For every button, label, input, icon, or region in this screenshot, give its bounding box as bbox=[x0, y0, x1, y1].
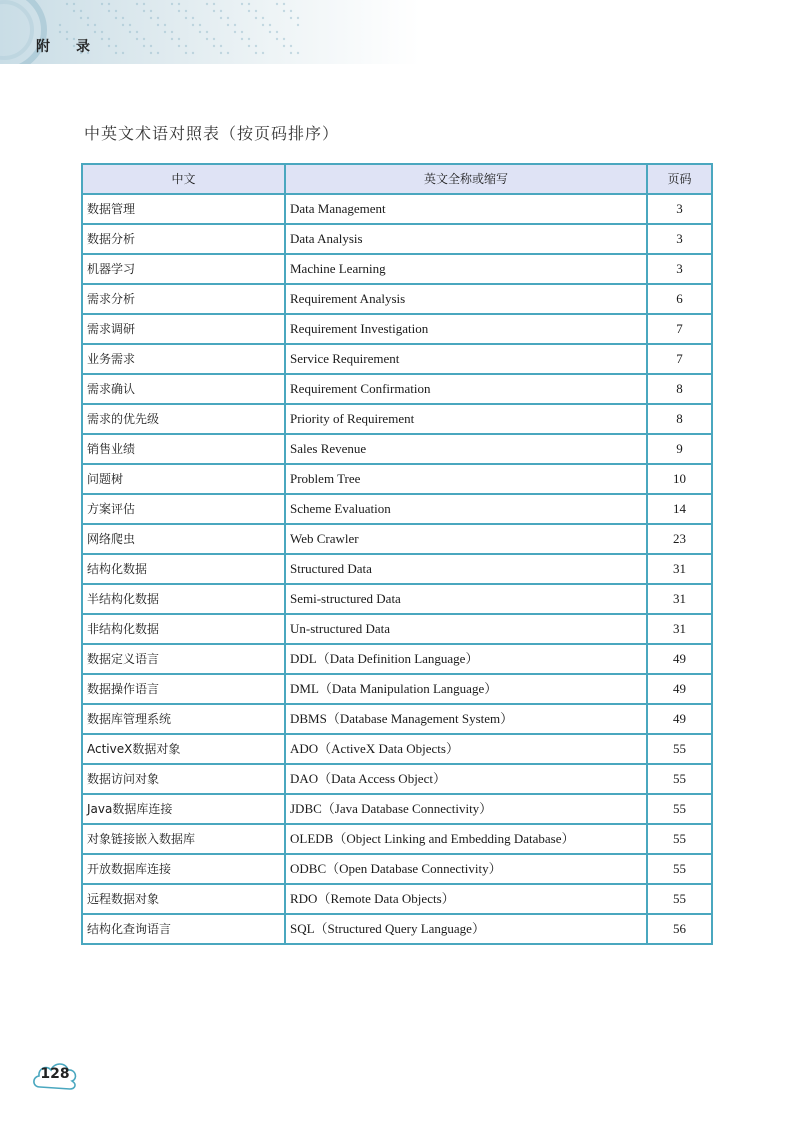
term-english: Service Requirement bbox=[285, 344, 647, 374]
decor-dot bbox=[255, 17, 257, 19]
decor-dot bbox=[185, 17, 187, 19]
decor-dot bbox=[262, 24, 264, 26]
decor-dot bbox=[241, 38, 243, 40]
decor-dot bbox=[192, 24, 194, 26]
table-row bbox=[82, 614, 712, 644]
term-page: 8 bbox=[647, 374, 712, 404]
decor-dot bbox=[283, 45, 285, 47]
decor-dot bbox=[290, 52, 292, 54]
term-page: 3 bbox=[647, 194, 712, 224]
term-chinese: 数据分析 bbox=[82, 224, 285, 254]
decor-dot bbox=[248, 38, 250, 40]
decor-dot bbox=[122, 17, 124, 19]
decor-dot bbox=[255, 10, 257, 12]
term-english: Sales Revenue bbox=[285, 434, 647, 464]
term-chinese: 对象链接嵌入数据库 bbox=[82, 824, 285, 854]
decor-dot bbox=[192, 52, 194, 54]
table-row bbox=[82, 884, 712, 914]
decor-dot bbox=[220, 45, 222, 47]
term-chinese: 结构化查询语言 bbox=[82, 914, 285, 944]
decor-dot bbox=[108, 10, 110, 12]
decor-dot bbox=[199, 31, 201, 33]
decor-dot bbox=[297, 17, 299, 19]
term-chinese: 销售业绩 bbox=[82, 434, 285, 464]
table-row bbox=[82, 404, 712, 434]
decor-dot bbox=[143, 10, 145, 12]
decor-dot bbox=[164, 31, 166, 33]
decor-dot bbox=[213, 3, 215, 5]
table-row bbox=[82, 644, 712, 674]
term-chinese: 网络爬虫 bbox=[82, 524, 285, 554]
table-row bbox=[82, 374, 712, 404]
term-english: OLEDB（Object Linking and Embedding Database） bbox=[285, 824, 647, 854]
term-page: 49 bbox=[647, 644, 712, 674]
term-english: Semi-structured Data bbox=[285, 584, 647, 614]
section-label-char: 附 bbox=[36, 39, 50, 55]
decor-dot bbox=[206, 38, 208, 40]
decor-dot bbox=[150, 52, 152, 54]
decor-dot bbox=[206, 3, 208, 5]
decor-dot bbox=[269, 24, 271, 26]
term-page: 56 bbox=[647, 914, 712, 944]
decor-dot bbox=[143, 3, 145, 5]
decor-dot bbox=[213, 45, 215, 47]
decor-dot bbox=[283, 10, 285, 12]
decor-dot bbox=[178, 10, 180, 12]
decor-dot bbox=[143, 38, 145, 40]
decor-dot bbox=[269, 31, 271, 33]
term-chinese: 结构化数据 bbox=[82, 554, 285, 584]
glossary-table bbox=[81, 163, 713, 945]
term-page: 23 bbox=[647, 524, 712, 554]
decor-dot bbox=[73, 10, 75, 12]
term-chinese: 半结构化数据 bbox=[82, 584, 285, 614]
term-page: 8 bbox=[647, 404, 712, 434]
decor-dot bbox=[59, 31, 61, 33]
term-english: DAO（Data Access Object） bbox=[285, 764, 647, 794]
term-english: JDBC（Java Database Connectivity） bbox=[285, 794, 647, 824]
table-row bbox=[82, 434, 712, 464]
term-page: 55 bbox=[647, 794, 712, 824]
decor-dot bbox=[255, 52, 257, 54]
term-chinese: 数据库管理系统 bbox=[82, 704, 285, 734]
decor-dot bbox=[122, 24, 124, 26]
decor-dot bbox=[283, 38, 285, 40]
decor-dot bbox=[87, 24, 89, 26]
term-english: Requirement Confirmation bbox=[285, 374, 647, 404]
header-english: 英文全称或缩写 bbox=[285, 164, 647, 194]
decor-dot bbox=[136, 38, 138, 40]
decor-dot bbox=[178, 45, 180, 47]
decor-dot bbox=[227, 52, 229, 54]
term-chinese: 非结构化数据 bbox=[82, 614, 285, 644]
table-row bbox=[82, 284, 712, 314]
decor-dot bbox=[297, 24, 299, 26]
decor-dot bbox=[150, 45, 152, 47]
decor-dot bbox=[171, 31, 173, 33]
term-page: 10 bbox=[647, 464, 712, 494]
decor-dot bbox=[220, 10, 222, 12]
decor-dot bbox=[157, 52, 159, 54]
decor-dot bbox=[234, 24, 236, 26]
term-english: Machine Learning bbox=[285, 254, 647, 284]
term-page: 55 bbox=[647, 854, 712, 884]
table-row bbox=[82, 914, 712, 944]
table-row bbox=[82, 524, 712, 554]
term-english: Priority of Requirement bbox=[285, 404, 647, 434]
term-page: 3 bbox=[647, 254, 712, 284]
decor-dot bbox=[262, 52, 264, 54]
decor-dot bbox=[171, 3, 173, 5]
decor-dot bbox=[136, 3, 138, 5]
decor-dot bbox=[108, 3, 110, 5]
decor-dot bbox=[73, 3, 75, 5]
term-chinese: 远程数据对象 bbox=[82, 884, 285, 914]
decor-dot bbox=[87, 17, 89, 19]
decor-dot bbox=[164, 24, 166, 26]
table-row bbox=[82, 344, 712, 374]
term-english: Structured Data bbox=[285, 554, 647, 584]
term-english: Problem Tree bbox=[285, 464, 647, 494]
term-page: 3 bbox=[647, 224, 712, 254]
decor-dot bbox=[122, 52, 124, 54]
table-row bbox=[82, 584, 712, 614]
decor-dot bbox=[248, 10, 250, 12]
term-english: Requirement Analysis bbox=[285, 284, 647, 314]
decor-dot bbox=[171, 38, 173, 40]
decor-dot bbox=[213, 10, 215, 12]
decor-dot bbox=[178, 38, 180, 40]
term-english: ODBC（Open Database Connectivity） bbox=[285, 854, 647, 884]
table-row bbox=[82, 764, 712, 794]
table-header-row bbox=[82, 164, 712, 194]
term-page: 31 bbox=[647, 584, 712, 614]
term-english: DML（Data Manipulation Language） bbox=[285, 674, 647, 704]
term-english: Data Analysis bbox=[285, 224, 647, 254]
decor-dot bbox=[276, 38, 278, 40]
decor-dot bbox=[227, 24, 229, 26]
decor-dot bbox=[129, 31, 131, 33]
decor-dot bbox=[185, 45, 187, 47]
decor-dot bbox=[241, 31, 243, 33]
decor-dot bbox=[101, 3, 103, 5]
term-page: 31 bbox=[647, 554, 712, 584]
term-chinese: 需求分析 bbox=[82, 284, 285, 314]
decor-dot bbox=[150, 17, 152, 19]
decor-dot bbox=[101, 31, 103, 33]
decor-dot bbox=[94, 24, 96, 26]
term-page: 55 bbox=[647, 884, 712, 914]
table-row bbox=[82, 554, 712, 584]
decor-dot bbox=[157, 17, 159, 19]
table-row bbox=[82, 674, 712, 704]
term-english: DDL（Data Definition Language） bbox=[285, 644, 647, 674]
decor-dot bbox=[136, 31, 138, 33]
decor-dot bbox=[297, 52, 299, 54]
term-chinese: 数据管理 bbox=[82, 194, 285, 224]
table-row bbox=[82, 464, 712, 494]
term-english: Web Crawler bbox=[285, 524, 647, 554]
term-page: 31 bbox=[647, 614, 712, 644]
decor-dot bbox=[80, 10, 82, 12]
table-row bbox=[82, 824, 712, 854]
decor-dot bbox=[248, 3, 250, 5]
term-english: ADO（ActiveX Data Objects） bbox=[285, 734, 647, 764]
term-page: 9 bbox=[647, 434, 712, 464]
decor-dot bbox=[227, 17, 229, 19]
decor-dot bbox=[129, 24, 131, 26]
decor-dot bbox=[199, 24, 201, 26]
term-page: 55 bbox=[647, 824, 712, 854]
decor-dot bbox=[115, 17, 117, 19]
decor-dot bbox=[290, 10, 292, 12]
decor-dot bbox=[143, 45, 145, 47]
term-chinese: Java数据库连接 bbox=[82, 794, 285, 824]
term-chinese: 开放数据库连接 bbox=[82, 854, 285, 884]
table-row bbox=[82, 734, 712, 764]
decor-dot bbox=[262, 17, 264, 19]
decor-dot bbox=[248, 45, 250, 47]
decor-dot bbox=[185, 10, 187, 12]
decor-dot bbox=[94, 31, 96, 33]
term-chinese: ActiveX数据对象 bbox=[82, 734, 285, 764]
term-english: Un-structured Data bbox=[285, 614, 647, 644]
term-page: 55 bbox=[647, 734, 712, 764]
term-english: SQL（Structured Query Language） bbox=[285, 914, 647, 944]
decor-dot bbox=[66, 3, 68, 5]
header-band bbox=[0, 0, 420, 64]
decor-dot bbox=[150, 10, 152, 12]
decor-dot bbox=[185, 52, 187, 54]
decor-dot bbox=[157, 24, 159, 26]
table-row bbox=[82, 254, 712, 284]
term-chinese: 数据访问对象 bbox=[82, 764, 285, 794]
term-chinese: 需求确认 bbox=[82, 374, 285, 404]
term-chinese: 需求调研 bbox=[82, 314, 285, 344]
term-page: 7 bbox=[647, 314, 712, 344]
decor-dot bbox=[234, 31, 236, 33]
decor-dot bbox=[59, 24, 61, 26]
table-row bbox=[82, 794, 712, 824]
decor-dot bbox=[276, 3, 278, 5]
term-english: DBMS（Database Management System） bbox=[285, 704, 647, 734]
table-row bbox=[82, 494, 712, 524]
term-page: 49 bbox=[647, 704, 712, 734]
decor-dot bbox=[283, 3, 285, 5]
page-number: 128 bbox=[40, 1066, 70, 1082]
term-english: Data Management bbox=[285, 194, 647, 224]
term-chinese: 数据定义语言 bbox=[82, 644, 285, 674]
decor-dot bbox=[213, 38, 215, 40]
term-chinese: 数据操作语言 bbox=[82, 674, 285, 704]
table-row bbox=[82, 704, 712, 734]
table-body bbox=[82, 194, 712, 944]
decor-dot bbox=[80, 17, 82, 19]
term-chinese: 需求的优先级 bbox=[82, 404, 285, 434]
term-page: 14 bbox=[647, 494, 712, 524]
term-page: 49 bbox=[647, 674, 712, 704]
decor-dot bbox=[255, 45, 257, 47]
page-title: 中英文术语对照表（按页码排序） bbox=[84, 124, 340, 143]
table-row bbox=[82, 314, 712, 344]
decor-dot bbox=[192, 17, 194, 19]
table-row bbox=[82, 194, 712, 224]
decor-dot bbox=[241, 3, 243, 5]
table-row bbox=[82, 224, 712, 254]
term-page: 7 bbox=[647, 344, 712, 374]
term-chinese: 方案评估 bbox=[82, 494, 285, 524]
header-page: 页码 bbox=[647, 164, 712, 194]
page-number-badge bbox=[30, 1057, 80, 1093]
term-page: 55 bbox=[647, 764, 712, 794]
term-chinese: 机器学习 bbox=[82, 254, 285, 284]
decor-dot bbox=[276, 31, 278, 33]
decor-dot bbox=[66, 31, 68, 33]
term-english: Scheme Evaluation bbox=[285, 494, 647, 524]
section-label bbox=[36, 36, 116, 56]
decor-dot bbox=[220, 52, 222, 54]
header-chinese: 中文 bbox=[82, 164, 285, 194]
section-label-char: 录 bbox=[76, 39, 90, 55]
decor-dot bbox=[206, 31, 208, 33]
term-page: 6 bbox=[647, 284, 712, 314]
decor-dot bbox=[220, 17, 222, 19]
term-english: RDO（Remote Data Objects） bbox=[285, 884, 647, 914]
term-chinese: 业务需求 bbox=[82, 344, 285, 374]
decor-dot bbox=[290, 45, 292, 47]
decor-dot bbox=[115, 10, 117, 12]
term-english: Requirement Investigation bbox=[285, 314, 647, 344]
decor-dot bbox=[178, 3, 180, 5]
decor-dot bbox=[290, 17, 292, 19]
table-row bbox=[82, 854, 712, 884]
term-chinese: 问题树 bbox=[82, 464, 285, 494]
